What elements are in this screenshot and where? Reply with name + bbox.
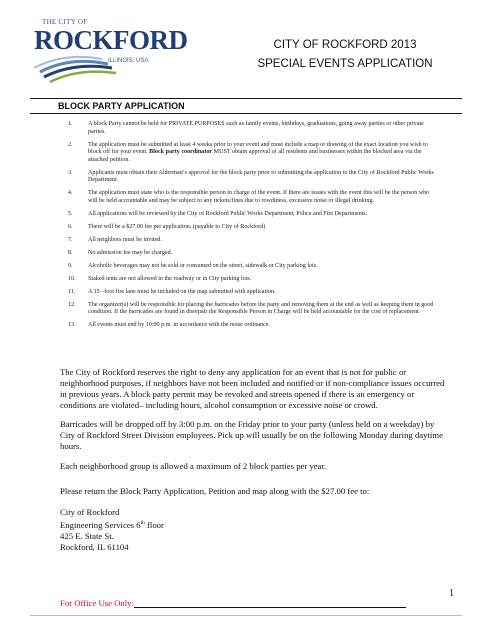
document-title — [230, 36, 460, 74]
rule-text: All applications will be reviewed by the City of Rockford Public Works Department, Police and Fire Departments. — [88, 210, 368, 217]
rule-number: 7. — [68, 236, 73, 243]
rule-item — [68, 289, 434, 297]
rule-number: 12. — [68, 301, 76, 308]
rule-number: 2. — [68, 141, 73, 148]
rule-text: There will be a $27.00 fee per application. (payable to City of Rockford) — [88, 223, 266, 230]
rule-text: A block Party cannot be held for PRIVATE PURPOSES such as family events, birthdays, graduations, going away parties or other private parties. — [88, 121, 424, 135]
limit-paragraph: Each neighborhood group is allowed a maximum of 2 block parties per year. — [60, 461, 327, 471]
rule-text: Staked tents are not allowed in the roadway or in City parking lots. — [88, 275, 252, 282]
title-line-2: SPECIAL EVENTS APPLICATION — [257, 58, 433, 70]
rule-text-bold: Block party coordinator — [149, 149, 213, 156]
rule-item — [68, 170, 434, 185]
mailing-address — [60, 507, 164, 553]
return-paragraph: Please return the Block Party Application, Petition and map along with the $27.00 fee to: — [60, 486, 370, 496]
rule-text: The application must state who is the responsible person in charge of the event. If there are issues with the event this will be the person who will be held accountable and may be subject to any tickets/fines due to rowdiness, excessive noise or illegal drinking. — [88, 190, 430, 204]
address-line-3: 425 E. State St. — [60, 530, 114, 541]
rule-text: No admission fee may be charged. — [88, 249, 173, 256]
section-title: BLOCK PARTY APPLICATION — [58, 101, 185, 111]
rule-item — [68, 142, 434, 165]
rule-item — [68, 263, 434, 271]
rule-number: 6. — [68, 223, 73, 230]
office-use-field[interactable] — [134, 607, 406, 608]
rule-number: 13. — [68, 322, 76, 329]
rule-text: All neighbors must be invited. — [88, 236, 162, 243]
rule-text: The application must be submitted at least 4 weeks prior to your event and must include a map or drawing of the exact location you wish to block off for your event. — [88, 141, 428, 156]
address-line-1: City of Rockford — [60, 507, 120, 517]
city-logo — [30, 18, 188, 84]
logo-state: ILLINOIS, USA — [108, 58, 149, 64]
rule-number: 3. — [68, 169, 73, 176]
header-divider — [30, 98, 462, 99]
rule-text: Applicants must obtain their Alderman’s approval for the block party prior to submitting the application to the City of Rockford Public Works Department. — [88, 169, 434, 184]
rule-item — [68, 302, 434, 317]
barricades-paragraph: Barricades will be dropped off by 3:00 p.m. on the Friday prior to your party (unless held on a weekday) by City of Rockford Street Division employees. Pick up will usually be on the following Monday during daytime hours. — [60, 419, 443, 451]
logo-city-of: THE CITY OF — [42, 18, 88, 26]
page-number: 1 — [449, 588, 454, 599]
rule-item — [68, 121, 434, 136]
rule-item — [68, 250, 434, 258]
rule-number: 1. — [68, 121, 73, 127]
rule-number: 4. — [68, 190, 73, 197]
rule-text: The organizer(s) will be responsible for placing the barricades before the party and removing them at the end as well as keeping them in good condition. If the barricades are found in disrepair the Responsible Person in Charge will be held accountable for the cost of replacement. — [88, 301, 434, 316]
rule-text: All events must end by 10:00 p.m. in accordance with the noise ordinance. — [88, 322, 270, 329]
rule-text: MUST obtain approval of all residents and businesses within the blocked area via the attached petition. — [88, 149, 422, 163]
rule-item — [68, 211, 434, 219]
rule-item — [68, 224, 434, 232]
rule-number: 8. — [68, 249, 73, 256]
rule-text: Alcoholic beverages may not be sold or consumed on the street, sidewalk or City parking lots. — [88, 262, 318, 269]
rules-list — [68, 121, 434, 335]
section-divider — [30, 113, 462, 114]
rule-number: 10. — [68, 275, 76, 282]
logo-wordmark: ROCKFORD — [34, 25, 188, 55]
address-line-4: Rockford, IL 61104 — [60, 541, 129, 552]
address-line-2 — [60, 518, 164, 531]
address-line-2-sup: th — [140, 520, 145, 526]
rule-item — [68, 322, 434, 330]
rule-text: A 15 –foot fire lane must be included on the map submitted with application. — [88, 288, 276, 295]
rule-number: 5. — [68, 210, 73, 217]
rule-number: 9. — [68, 262, 73, 269]
rule-item — [68, 276, 434, 284]
rule-item — [68, 237, 434, 245]
footer-divider — [30, 615, 462, 616]
rule-item — [68, 190, 434, 205]
denial-paragraph: The City of Rockford reserves the right to deny any application for an event that is not for public or neighborhood purposes, if neighbors have not been included and notified or if non-compliance issues occurred in previous years. A block party permit may be revoked and streets opened if there is an emergency or conditions are violated– including hours, alcohol consumption or excessive noise or crowd. — [60, 367, 445, 410]
office-use-label: For Office Use Only: — [60, 598, 134, 608]
title-line-1: CITY OF ROCKFORD 2013 — [273, 39, 417, 51]
address-line-2-text: Engineering Services 6 — [60, 519, 141, 530]
address-line-2-text-end: floor — [144, 519, 164, 530]
rule-number: 11. — [68, 288, 76, 295]
